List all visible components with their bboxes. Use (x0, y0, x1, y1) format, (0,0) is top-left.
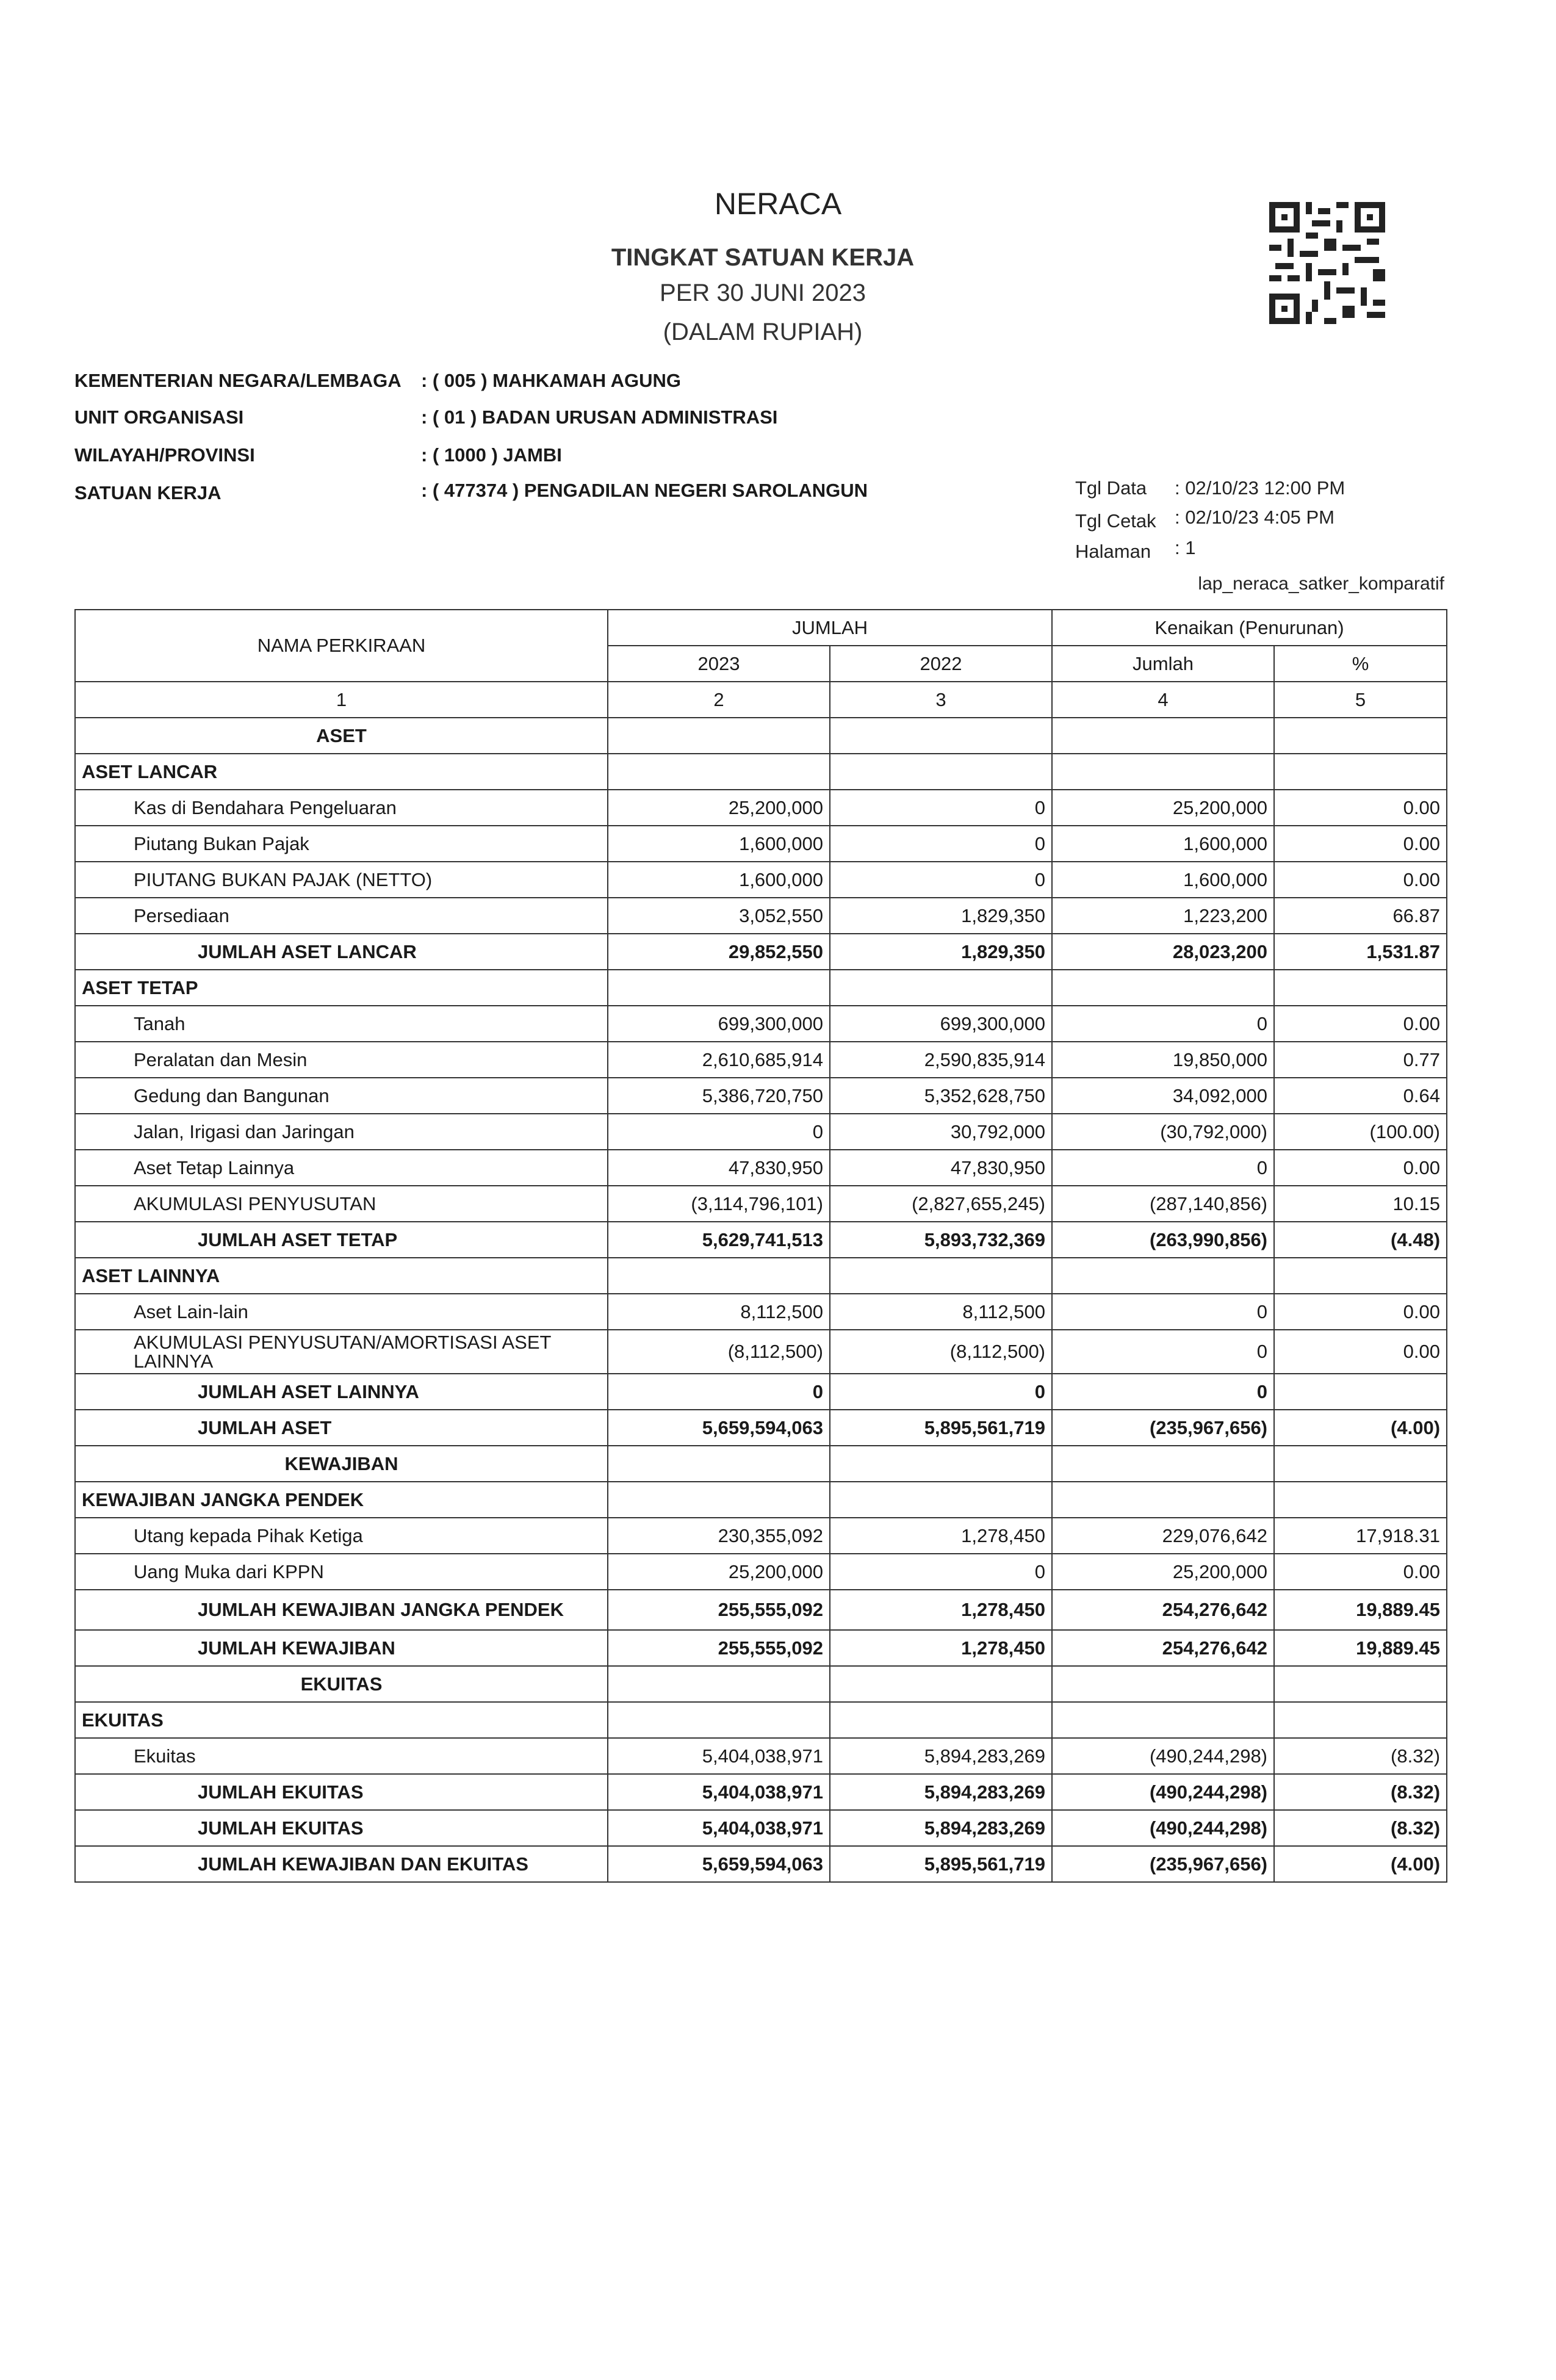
value-pct: 10.15 (1274, 1186, 1447, 1222)
value-2023: 699,300,000 (608, 1006, 830, 1042)
wilayah-label: WILAYAH/PROVINSI (74, 444, 255, 466)
table-row (75, 826, 1447, 862)
value-2022: 1,278,450 (830, 1630, 1052, 1666)
value-change: 1,600,000 (1052, 826, 1274, 862)
value-change: 34,092,000 (1052, 1078, 1274, 1114)
account-name: Tanah (75, 1006, 608, 1042)
value-pct: 0.64 (1274, 1078, 1447, 1114)
wilayah-value: : ( 1000 ) JAMBI (421, 444, 562, 466)
account-name: AKUMULASI PENYUSUTAN (75, 1186, 608, 1222)
value-change: 0 (1052, 1006, 1274, 1042)
account-name: Peralatan dan Mesin (75, 1042, 608, 1078)
value-change: (287,140,856) (1052, 1186, 1274, 1222)
value-2022: 47,830,950 (830, 1150, 1052, 1186)
account-name: Persediaan (75, 898, 608, 934)
value-2023: 5,404,038,971 (608, 1738, 830, 1774)
kementerian-value: : ( 005 ) MAHKAMAH AGUNG (421, 370, 681, 391)
group-row (75, 1258, 1447, 1294)
grand-total-row (75, 1846, 1447, 1882)
value-2022: 5,894,283,269 (830, 1810, 1052, 1846)
table-row (75, 1150, 1447, 1186)
table-row (75, 790, 1447, 826)
value-change: 254,276,642 (1052, 1630, 1274, 1666)
value-change: 25,200,000 (1052, 1554, 1274, 1590)
value-2023: 25,200,000 (608, 790, 830, 826)
value-2023: 5,404,038,971 (608, 1810, 830, 1846)
value-2022: 0 (830, 826, 1052, 862)
value-2023: 0 (608, 1374, 830, 1410)
table-header-row (75, 610, 1447, 646)
value-2022: 0 (830, 862, 1052, 898)
value-pct: 19,889.45 (1274, 1630, 1447, 1666)
value-change: (30,792,000) (1052, 1114, 1274, 1150)
table-row (75, 862, 1447, 898)
value-2023: 230,355,092 (608, 1518, 830, 1554)
value-pct: 1,531.87 (1274, 934, 1447, 970)
col-header-2022: 2022 (830, 646, 1052, 682)
value-2022: 5,895,561,719 (830, 1846, 1052, 1882)
value-2022: 5,894,283,269 (830, 1774, 1052, 1810)
value-2023: 5,629,741,513 (608, 1222, 830, 1258)
value-pct: 17,918.31 (1274, 1518, 1447, 1554)
total-label: JUMLAH EKUITAS (75, 1774, 608, 1810)
value-2022: 1,829,350 (830, 934, 1052, 970)
value-2023: 1,600,000 (608, 862, 830, 898)
value-change: 254,276,642 (1052, 1590, 1274, 1630)
value-2023: 5,404,038,971 (608, 1774, 830, 1810)
total-label: JUMLAH KEWAJIBAN DAN EKUITAS (75, 1846, 608, 1882)
section-label: EKUITAS (75, 1666, 608, 1702)
value-2022: (2,827,655,245) (830, 1186, 1052, 1222)
value-pct: (8.32) (1274, 1810, 1447, 1846)
value-pct: (100.00) (1274, 1114, 1447, 1150)
value-pct (1274, 1374, 1447, 1410)
report-unit: (DALAM RUPIAH) (663, 319, 863, 345)
grand-total-row (75, 1630, 1447, 1666)
account-name: Aset Lain-lain (75, 1294, 608, 1330)
grand-total-row (75, 1810, 1447, 1846)
account-name: PIUTANG BUKAN PAJAK (NETTO) (75, 862, 608, 898)
total-row (75, 1222, 1447, 1258)
value-2022: 699,300,000 (830, 1006, 1052, 1042)
table-row (75, 1294, 1447, 1330)
value-2022: 0 (830, 1554, 1052, 1590)
value-2023: 8,112,500 (608, 1294, 830, 1330)
value-change: (490,244,298) (1052, 1774, 1274, 1810)
value-2023: 29,852,550 (608, 934, 830, 970)
group-label: ASET TETAP (75, 970, 608, 1006)
unit-value: : ( 01 ) BADAN URUSAN ADMINISTRASI (421, 406, 778, 428)
table-row (75, 1114, 1447, 1150)
col-header-jumlah-sub: Jumlah (1052, 646, 1274, 682)
total-label: JUMLAH ASET LAINNYA (75, 1374, 608, 1410)
value-change: 0 (1052, 1330, 1274, 1374)
value-pct: 0.00 (1274, 1150, 1447, 1186)
value-pct: 19,889.45 (1274, 1590, 1447, 1630)
value-pct: 0.00 (1274, 826, 1447, 862)
col-index: 5 (1274, 682, 1447, 718)
value-change: (263,990,856) (1052, 1222, 1274, 1258)
report-code: lap_neraca_satker_komparatif (1198, 574, 1444, 594)
value-2022: 30,792,000 (830, 1114, 1052, 1150)
col-header-kenaikan: Kenaikan (Penurunan) (1052, 610, 1447, 646)
account-name: Utang kepada Pihak Ketiga (75, 1518, 608, 1554)
value-pct: (8.32) (1274, 1774, 1447, 1810)
group-label: KEWAJIBAN JANGKA PENDEK (75, 1482, 608, 1518)
group-row (75, 1702, 1447, 1738)
section-row (75, 1446, 1447, 1482)
total-label: JUMLAH EKUITAS (75, 1810, 608, 1846)
value-2022: 1,278,450 (830, 1590, 1052, 1630)
value-change: 0 (1052, 1294, 1274, 1330)
value-2023: (8,112,500) (608, 1330, 830, 1374)
total-row (75, 1590, 1447, 1630)
col-header-2023: 2023 (608, 646, 830, 682)
section-row (75, 718, 1447, 754)
section-row (75, 1666, 1447, 1702)
value-pct: 0.00 (1274, 1554, 1447, 1590)
report-subtitle: TINGKAT SATUAN KERJA (611, 244, 915, 271)
col-index: 1 (75, 682, 608, 718)
value-2023: 5,386,720,750 (608, 1078, 830, 1114)
value-change: (235,967,656) (1052, 1410, 1274, 1446)
value-2022: 5,352,628,750 (830, 1078, 1052, 1114)
value-pct: (4.00) (1274, 1846, 1447, 1882)
col-header-name: NAMA PERKIRAAN (75, 610, 608, 682)
value-change: (235,967,656) (1052, 1846, 1274, 1882)
unit-label: UNIT ORGANISASI (74, 406, 244, 428)
value-change: 0 (1052, 1150, 1274, 1186)
group-label: ASET LANCAR (75, 754, 608, 790)
value-2023: 5,659,594,063 (608, 1410, 830, 1446)
satker-label: SATUAN KERJA (74, 482, 222, 503)
tgl-cetak-value: : 02/10/23 4:05 PM (1175, 507, 1334, 528)
total-row (75, 934, 1447, 970)
value-pct: (8.32) (1274, 1738, 1447, 1774)
table-index-row (75, 682, 1447, 718)
total-label: JUMLAH ASET (75, 1410, 608, 1446)
value-pct: 0.00 (1274, 790, 1447, 826)
value-change: 28,023,200 (1052, 934, 1274, 970)
group-row (75, 1482, 1447, 1518)
value-2022: 5,894,283,269 (830, 1738, 1052, 1774)
value-pct: 0.00 (1274, 1006, 1447, 1042)
table-row (75, 1186, 1447, 1222)
section-label: ASET (75, 718, 608, 754)
group-label: ASET LAINNYA (75, 1258, 608, 1294)
value-2023: 3,052,550 (608, 898, 830, 934)
value-change: 0 (1052, 1374, 1274, 1410)
account-name: AKUMULASI PENYUSUTAN/AMORTISASI ASET LAINNYA (75, 1330, 608, 1374)
table-row (75, 1554, 1447, 1590)
total-label: JUMLAH ASET LANCAR (75, 934, 608, 970)
group-label: EKUITAS (75, 1702, 608, 1738)
value-2022: 0 (830, 790, 1052, 826)
value-2023: 47,830,950 (608, 1150, 830, 1186)
halaman-value: : 1 (1175, 537, 1196, 558)
value-2022: 5,893,732,369 (830, 1222, 1052, 1258)
value-2023: 1,600,000 (608, 826, 830, 862)
col-index: 4 (1052, 682, 1274, 718)
value-2022: 0 (830, 1374, 1052, 1410)
col-header-pct: % (1274, 646, 1447, 682)
value-change: 229,076,642 (1052, 1518, 1274, 1554)
total-label: JUMLAH KEWAJIBAN (75, 1630, 608, 1666)
value-change: 25,200,000 (1052, 790, 1274, 826)
value-2023: 255,555,092 (608, 1590, 830, 1630)
value-2022: 1,278,450 (830, 1518, 1052, 1554)
value-2022: 2,590,835,914 (830, 1042, 1052, 1078)
table-row (75, 1006, 1447, 1042)
total-row (75, 1374, 1447, 1410)
account-name: Kas di Bendahara Pengeluaran (75, 790, 608, 826)
col-index: 3 (830, 682, 1052, 718)
account-name: Uang Muka dari KPPN (75, 1554, 608, 1590)
value-pct: 0.77 (1274, 1042, 1447, 1078)
value-change: 1,600,000 (1052, 862, 1274, 898)
value-2023: 5,659,594,063 (608, 1846, 830, 1882)
account-name: Ekuitas (75, 1738, 608, 1774)
table-row (75, 1738, 1447, 1774)
value-2023: 0 (608, 1114, 830, 1150)
account-name: Gedung dan Bangunan (75, 1078, 608, 1114)
value-2023: 255,555,092 (608, 1630, 830, 1666)
table-row (75, 1042, 1447, 1078)
account-name: Piutang Bukan Pajak (75, 826, 608, 862)
tgl-data-label: Tgl Data (1075, 477, 1147, 499)
report-title: NERACA (714, 187, 842, 221)
qr-code-icon (1269, 201, 1385, 331)
value-2023: 2,610,685,914 (608, 1042, 830, 1078)
grand-total-row (75, 1410, 1447, 1446)
value-2022: 1,829,350 (830, 898, 1052, 934)
account-name: Jalan, Irigasi dan Jaringan (75, 1114, 608, 1150)
report-period: PER 30 JUNI 2023 (660, 279, 866, 306)
value-pct: (4.00) (1274, 1410, 1447, 1446)
value-change: 1,223,200 (1052, 898, 1274, 934)
value-change: 19,850,000 (1052, 1042, 1274, 1078)
value-pct: 0.00 (1274, 1294, 1447, 1330)
table-row (75, 1330, 1447, 1374)
tgl-cetak-label: Tgl Cetak (1075, 510, 1156, 532)
balance-sheet-table (74, 609, 1447, 1883)
value-2023: 25,200,000 (608, 1554, 830, 1590)
value-pct: 0.00 (1274, 862, 1447, 898)
value-2023: (3,114,796,101) (608, 1186, 830, 1222)
tgl-data-value: : 02/10/23 12:00 PM (1175, 477, 1345, 499)
section-label: KEWAJIBAN (75, 1446, 608, 1482)
value-pct: 0.00 (1274, 1330, 1447, 1374)
col-header-jumlah: JUMLAH (608, 610, 1052, 646)
account-name: Aset Tetap Lainnya (75, 1150, 608, 1186)
value-2022: 8,112,500 (830, 1294, 1052, 1330)
total-row (75, 1774, 1447, 1810)
group-row (75, 754, 1447, 790)
halaman-label: Halaman (1075, 541, 1151, 562)
satker-value: : ( 477374 ) PENGADILAN NEGERI SAROLANGUN (421, 480, 868, 501)
value-change: (490,244,298) (1052, 1810, 1274, 1846)
value-change: (490,244,298) (1052, 1738, 1274, 1774)
total-label: JUMLAH KEWAJIBAN JANGKA PENDEK (75, 1590, 608, 1630)
value-pct: (4.48) (1274, 1222, 1447, 1258)
value-2022: 5,895,561,719 (830, 1410, 1052, 1446)
group-row (75, 970, 1447, 1006)
value-2022: (8,112,500) (830, 1330, 1052, 1374)
table-row (75, 1078, 1447, 1114)
total-label: JUMLAH ASET TETAP (75, 1222, 608, 1258)
value-pct: 66.87 (1274, 898, 1447, 934)
col-index: 2 (608, 682, 830, 718)
kementerian-label: KEMENTERIAN NEGARA/LEMBAGA (74, 370, 402, 391)
table-row (75, 898, 1447, 934)
table-row (75, 1518, 1447, 1554)
